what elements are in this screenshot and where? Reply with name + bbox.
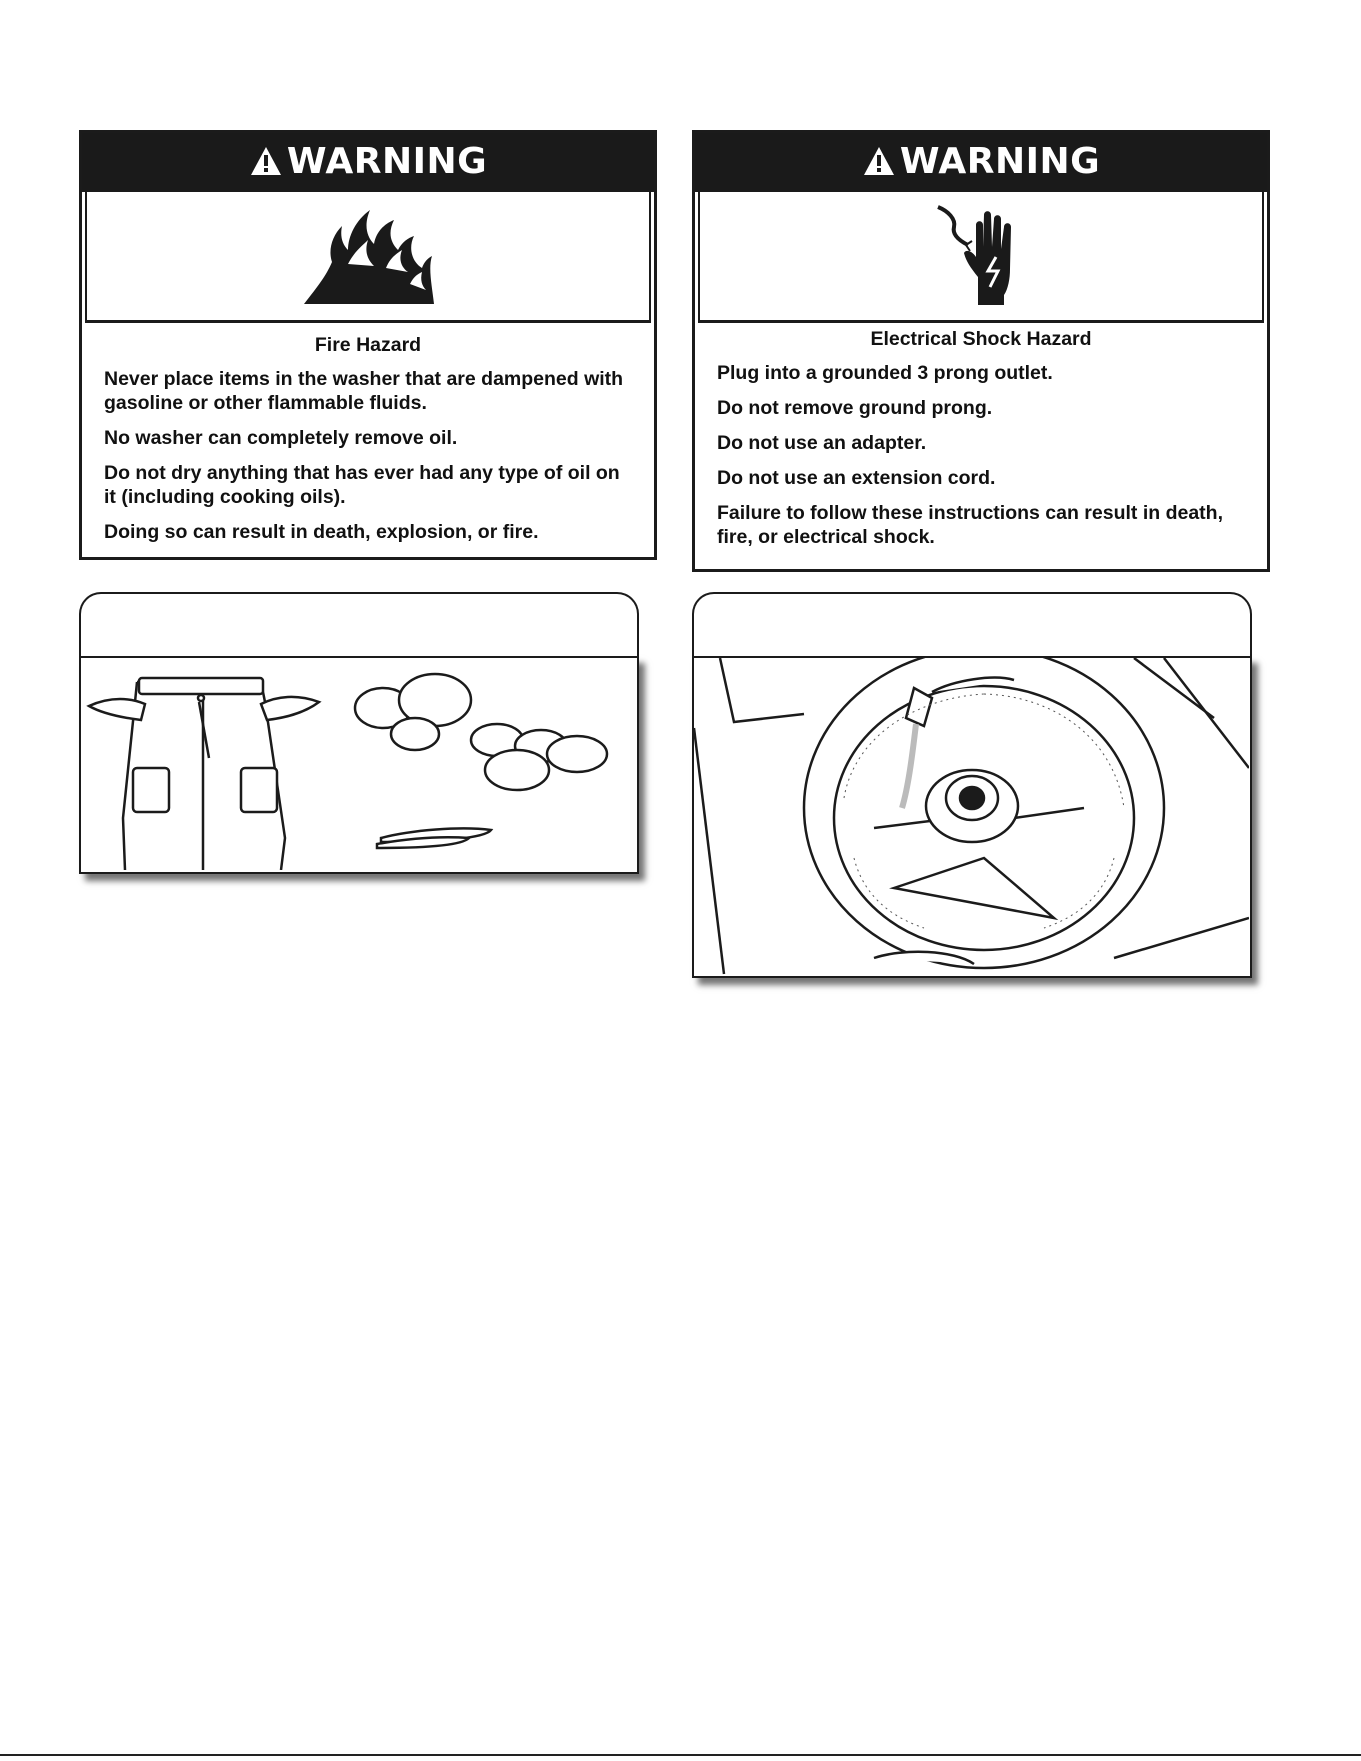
- warning-body: [695, 323, 1267, 572]
- warning-line: Never place items in the washer that are dampened with gasoline or other flammable fluids.: [104, 368, 624, 414]
- warning-header-text: WARNING: [899, 140, 1101, 182]
- warning-line: No washer can completely remove oil.: [104, 427, 458, 449]
- warning-line: Do not use an extension cord.: [717, 467, 996, 489]
- page-bottom-rule: [0, 1754, 1361, 1756]
- electric-shock-hand-icon: [926, 201, 1036, 311]
- fire-hazard-warning: [79, 130, 657, 560]
- left-illustration-panel: [79, 592, 639, 874]
- pouring-detergent-into-washer-illustration: [694, 658, 1249, 976]
- hazard-title: Electrical Shock Hazard: [870, 328, 1092, 350]
- warning-line: Do not dry anything that has ever had any type of oil on it (including cooking oils).: [104, 462, 620, 508]
- hazard-icon-area: [85, 192, 651, 323]
- panel-frame: [79, 656, 639, 874]
- empty-pockets-coins-buttons-pins-illustration: [81, 658, 636, 870]
- warning-header-text: WARNING: [286, 140, 488, 182]
- warning-line: Plug into a grounded 3 prong outlet.: [717, 362, 1053, 384]
- fire-icon: [298, 206, 438, 306]
- hazard-icon-area: [698, 192, 1264, 323]
- hazard-title: Fire Hazard: [314, 334, 422, 356]
- panel-tab: [79, 592, 639, 656]
- electrical-shock-warning: [692, 130, 1270, 572]
- panel-frame: [692, 656, 1252, 978]
- warning-triangle-icon: [249, 145, 283, 177]
- warning-header: [695, 133, 1267, 192]
- panel-tab: [692, 592, 1252, 656]
- warning-body: [82, 323, 654, 567]
- warning-line: Doing so can result in death, explosion, or fire.: [104, 521, 539, 543]
- warning-line: Failure to follow these instructions can result in death, fire, or electrical shock.: [717, 502, 1223, 548]
- warning-triangle-icon: [862, 145, 896, 177]
- right-illustration-panel: [692, 592, 1252, 978]
- warning-line: Do not remove ground prong.: [717, 397, 993, 419]
- warning-line: Do not use an adapter.: [717, 432, 927, 454]
- warning-header: [82, 133, 654, 192]
